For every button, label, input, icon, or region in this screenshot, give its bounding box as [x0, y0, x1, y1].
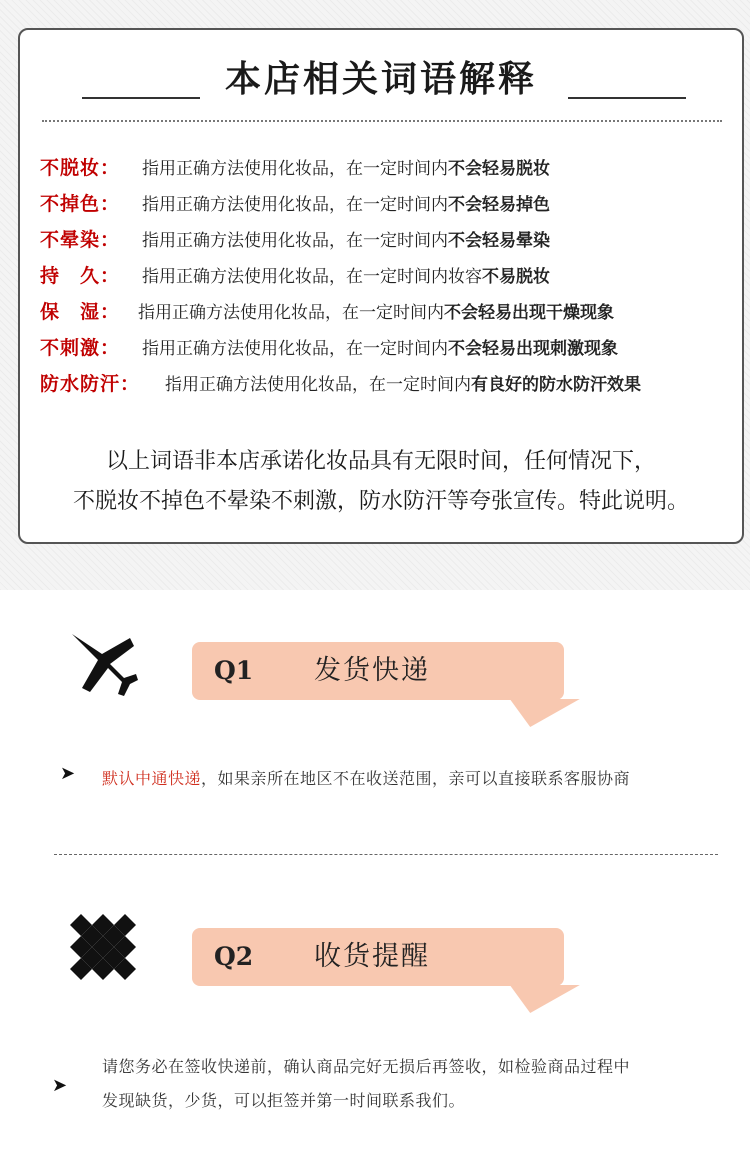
term-label: 不晕染： — [40, 228, 121, 251]
disclaimer-line: 不脱妆不掉色不晕染不刺激，防水防汗等夸张宣传。特此说明。 — [72, 489, 689, 514]
arrow-bullet-icon: ➤ — [52, 1075, 68, 1096]
dashed-divider — [54, 854, 718, 855]
q2-bubble-tail — [490, 985, 580, 1013]
card-title: 本店相关词语解释 — [224, 59, 537, 100]
term-label: 不掉色： — [40, 192, 121, 215]
q2-answer-line: 请您务必在签收快递前，确认商品完好无损后再签收，如检验商品过程中 — [102, 1057, 631, 1076]
disclaimer-line: 以上词语非本店承诺化妆品具有无限时间，任何情况下， — [105, 449, 656, 474]
term-row — [40, 256, 740, 292]
term-row — [40, 328, 740, 364]
q2-answer-line: 发现缺货，少货，可以拒签并第一时间联系我们。 — [102, 1091, 466, 1110]
q1-bubble-tail — [490, 699, 580, 727]
term-desc: 指用正确方法使用化妆品，在一定时间内不会轻易晕染 — [142, 230, 550, 251]
q1-header-bubble — [192, 642, 564, 700]
dotted-divider — [42, 120, 722, 122]
term-desc: 指用正确方法使用化妆品，在一定时间内不会轻易出现刺激现象 — [142, 338, 618, 359]
q1-number: Q1 — [214, 656, 254, 685]
disclaimer — [20, 442, 742, 522]
q2-number: Q2 — [214, 942, 254, 971]
term-desc: 指用正确方法使用化妆品，在一定时间内不会轻易脱妆 — [142, 158, 550, 179]
term-desc: 指用正确方法使用化妆品，在一定时间内有良好的防水防汗效果 — [165, 374, 641, 395]
term-desc: 指用正确方法使用化妆品，在一定时间内妆容不易脱妆 — [142, 266, 550, 287]
q1-answer: 默认中通快递，如果亲所在地区不在收送范围，亲可以直接联系客服协商 — [102, 769, 631, 788]
term-row — [40, 220, 740, 256]
terms-explanation-card — [18, 28, 744, 544]
term-desc: 指用正确方法使用化妆品，在一定时间内不会轻易掉色 — [142, 194, 550, 215]
term-row — [40, 148, 740, 184]
term-label: 保 湿： — [40, 300, 121, 323]
term-label: 防水防汗： — [40, 372, 141, 395]
term-label: 持 久： — [40, 264, 121, 287]
q2-header-bubble — [192, 928, 564, 986]
q2-answer — [102, 1050, 630, 1118]
term-row — [40, 292, 740, 328]
q1-title: 发货快递 — [314, 655, 430, 686]
term-label: 不脱妆： — [40, 156, 121, 179]
airplane-icon — [68, 630, 140, 702]
terms-list — [40, 148, 740, 400]
q2-title: 收货提醒 — [314, 941, 430, 972]
term-row — [40, 184, 740, 220]
term-desc: 指用正确方法使用化妆品，在一定时间内不会轻易出现干燥现象 — [138, 302, 614, 323]
diamond-grid-icon — [70, 914, 136, 980]
title-line-right — [568, 97, 686, 99]
arrow-bullet-icon: ➤ — [60, 763, 76, 784]
term-row — [40, 364, 740, 400]
card-header — [20, 50, 742, 110]
term-label: 不刺激： — [40, 336, 121, 359]
